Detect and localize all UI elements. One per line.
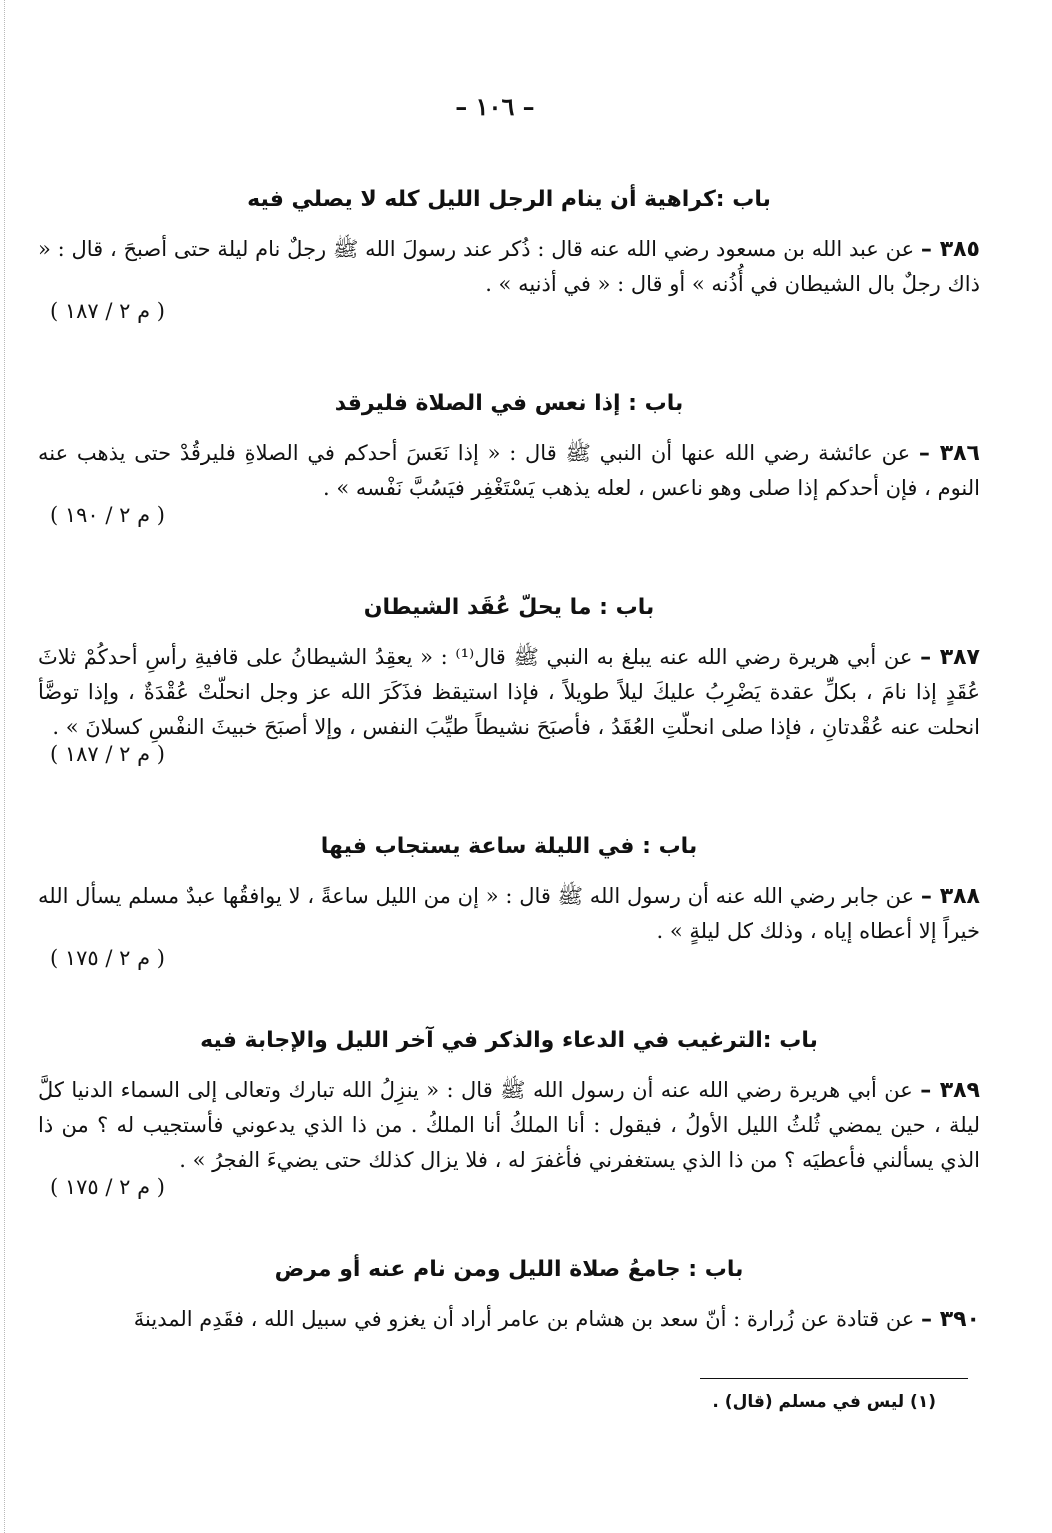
chapter-387 (38, 588, 980, 767)
reference-text: ( م ٢ / ١٧٥ ) (50, 1175, 165, 1199)
chapter-385 (38, 180, 980, 324)
reference-text: ( م ٢ / ١٨٧ ) (50, 299, 165, 323)
hadith-text (38, 879, 980, 949)
footnote: (١) ليس في مسلم (قال) . (712, 1392, 936, 1412)
hadith-body: عن عائشة رضي الله عنها أن النبي ﷺ قال : « إذا نَعَسَ أحدكم في الصلاةِ فليرقُدْ حتى يذهب عنه النوم ، فإن أحدكم إذا صلى وهو ناعس ، لعله يذهب يَسْتَغْفِر فيَسُبَّ نَفْسه » . (38, 441, 980, 500)
chapter-title: باب : جامعُ صلاة الليل ومن نام عنه أو مرض (274, 1257, 744, 1282)
hadith-body: عن عبد الله بن مسعود رضي الله عنه قال : ذُكر عند رسولَ الله ﷺ رجلٌ نام ليلة حتى أصبحَ ، قال : « ذاك رجلٌ بال الشيطان في أُذُنه » أو قال : « في أذنيه » . (38, 237, 980, 296)
chapter-title: باب : إذا نعس في الصلاة فليرقد (334, 391, 684, 416)
hadith-number: ٣٨٧ – (920, 645, 980, 670)
hadith-number: ٣٩٠ – (921, 1307, 980, 1332)
hadith-body: عن أبي هريرة رضي الله عنه يبلغ به النبي ﷺ قال⁽¹⁾ : « يعقِدُ الشيطانُ على قافيةِ رأسِ أحدكُمْ ثلاثَ عُقَدٍ إذا نامَ ، بكلِّ عقدة يَضْرِبُ عليكَ ليلاً طويلاً ، فإذا استيقظ فذَكَرَ الله عز وجل انحلّتْ عُقْدَةٌ ، وإذا توضَّأ انحلت عنه عُقْدتانِ ، فإذا صلى انحلّتِ العُقَدُ ، فأصبَحَ نشيطاً طيِّبَ النفس ، وإلا أصبَحَ خبيثَ النفْسِ كسلانَ » . (38, 645, 980, 739)
hadith-number: ٣٨٩ – (920, 1078, 980, 1103)
hadith-text (38, 232, 980, 302)
hadith-body: عن قتادة عن زُرارة : أنّ سعد بن هشام بن عامر أراد أن يغزو في سبيل الله ، فقَدِم المدينةَ (133, 1307, 915, 1331)
chapter-389 (38, 1021, 980, 1200)
spacer (38, 971, 980, 1021)
page-content (38, 180, 980, 1337)
chapter-386 (38, 384, 980, 528)
spacer (38, 324, 980, 384)
hadith-text (38, 436, 980, 506)
hadith-number: ٣٨٥ – (920, 237, 980, 262)
page-edge-line (4, 0, 5, 1533)
reference-text: ( م ٢ / ١٨٧ ) (50, 742, 165, 766)
footnote-divider (700, 1378, 968, 1379)
hadith-text (38, 640, 980, 745)
hadith-body: عن جابر رضي الله عنه أن رسول الله ﷺ قال : « إن من الليل ساعةً ، لا يوافقُها عبدٌ مسلم يسأل الله خيراً إلا أعطاه إياه ، وذلك كل ليلةٍ » . (38, 884, 980, 943)
chapter-title: باب : ما يحلّ عُقَد الشيطان (363, 595, 655, 620)
chapter-390 (38, 1250, 980, 1337)
page-number: – ١٠٦ – (455, 92, 535, 121)
chapter-title: باب :الترغيب في الدعاء والذكر في آخر الليل والإجابة فيه (200, 1028, 818, 1053)
spacer (38, 528, 980, 588)
hadith-number: ٣٨٦ – (918, 441, 980, 466)
hadith-text (38, 1302, 980, 1337)
chapter-388 (38, 827, 980, 971)
spacer (38, 767, 980, 827)
spacer (38, 1200, 980, 1250)
reference-text: ( م ٢ / ١٧٥ ) (50, 946, 165, 970)
chapter-title: باب :كراهية أن ينام الرجل الليل كله لا يصلي فيه (247, 187, 771, 212)
chapter-title: باب : في الليلة ساعة يستجاب فيها (320, 834, 698, 859)
hadith-number: ٣٨٨ – (920, 884, 980, 909)
reference-text: ( م ٢ / ١٩٠ ) (50, 503, 165, 527)
hadith-text (38, 1073, 980, 1178)
hadith-body: عن أبي هريرة رضي الله عنه أن رسول الله ﷺ قال : « ينزِلُ الله تبارك وتعالى إلى السماء الدنيا كلَّ ليلة ، حين يمضي ثُلثُ الليل الأولُ ، فيقول : أنا الملكُ أنا الملكُ . من ذا الذي يدعوني فأستجيب له ؟ من ذا الذي يسألني فأعطيَه ؟ من ذا الذي يستغفرني فأغفرَ له ، فلا يزال كذلك حتى يضيءَ الفجرُ » . (38, 1078, 980, 1172)
